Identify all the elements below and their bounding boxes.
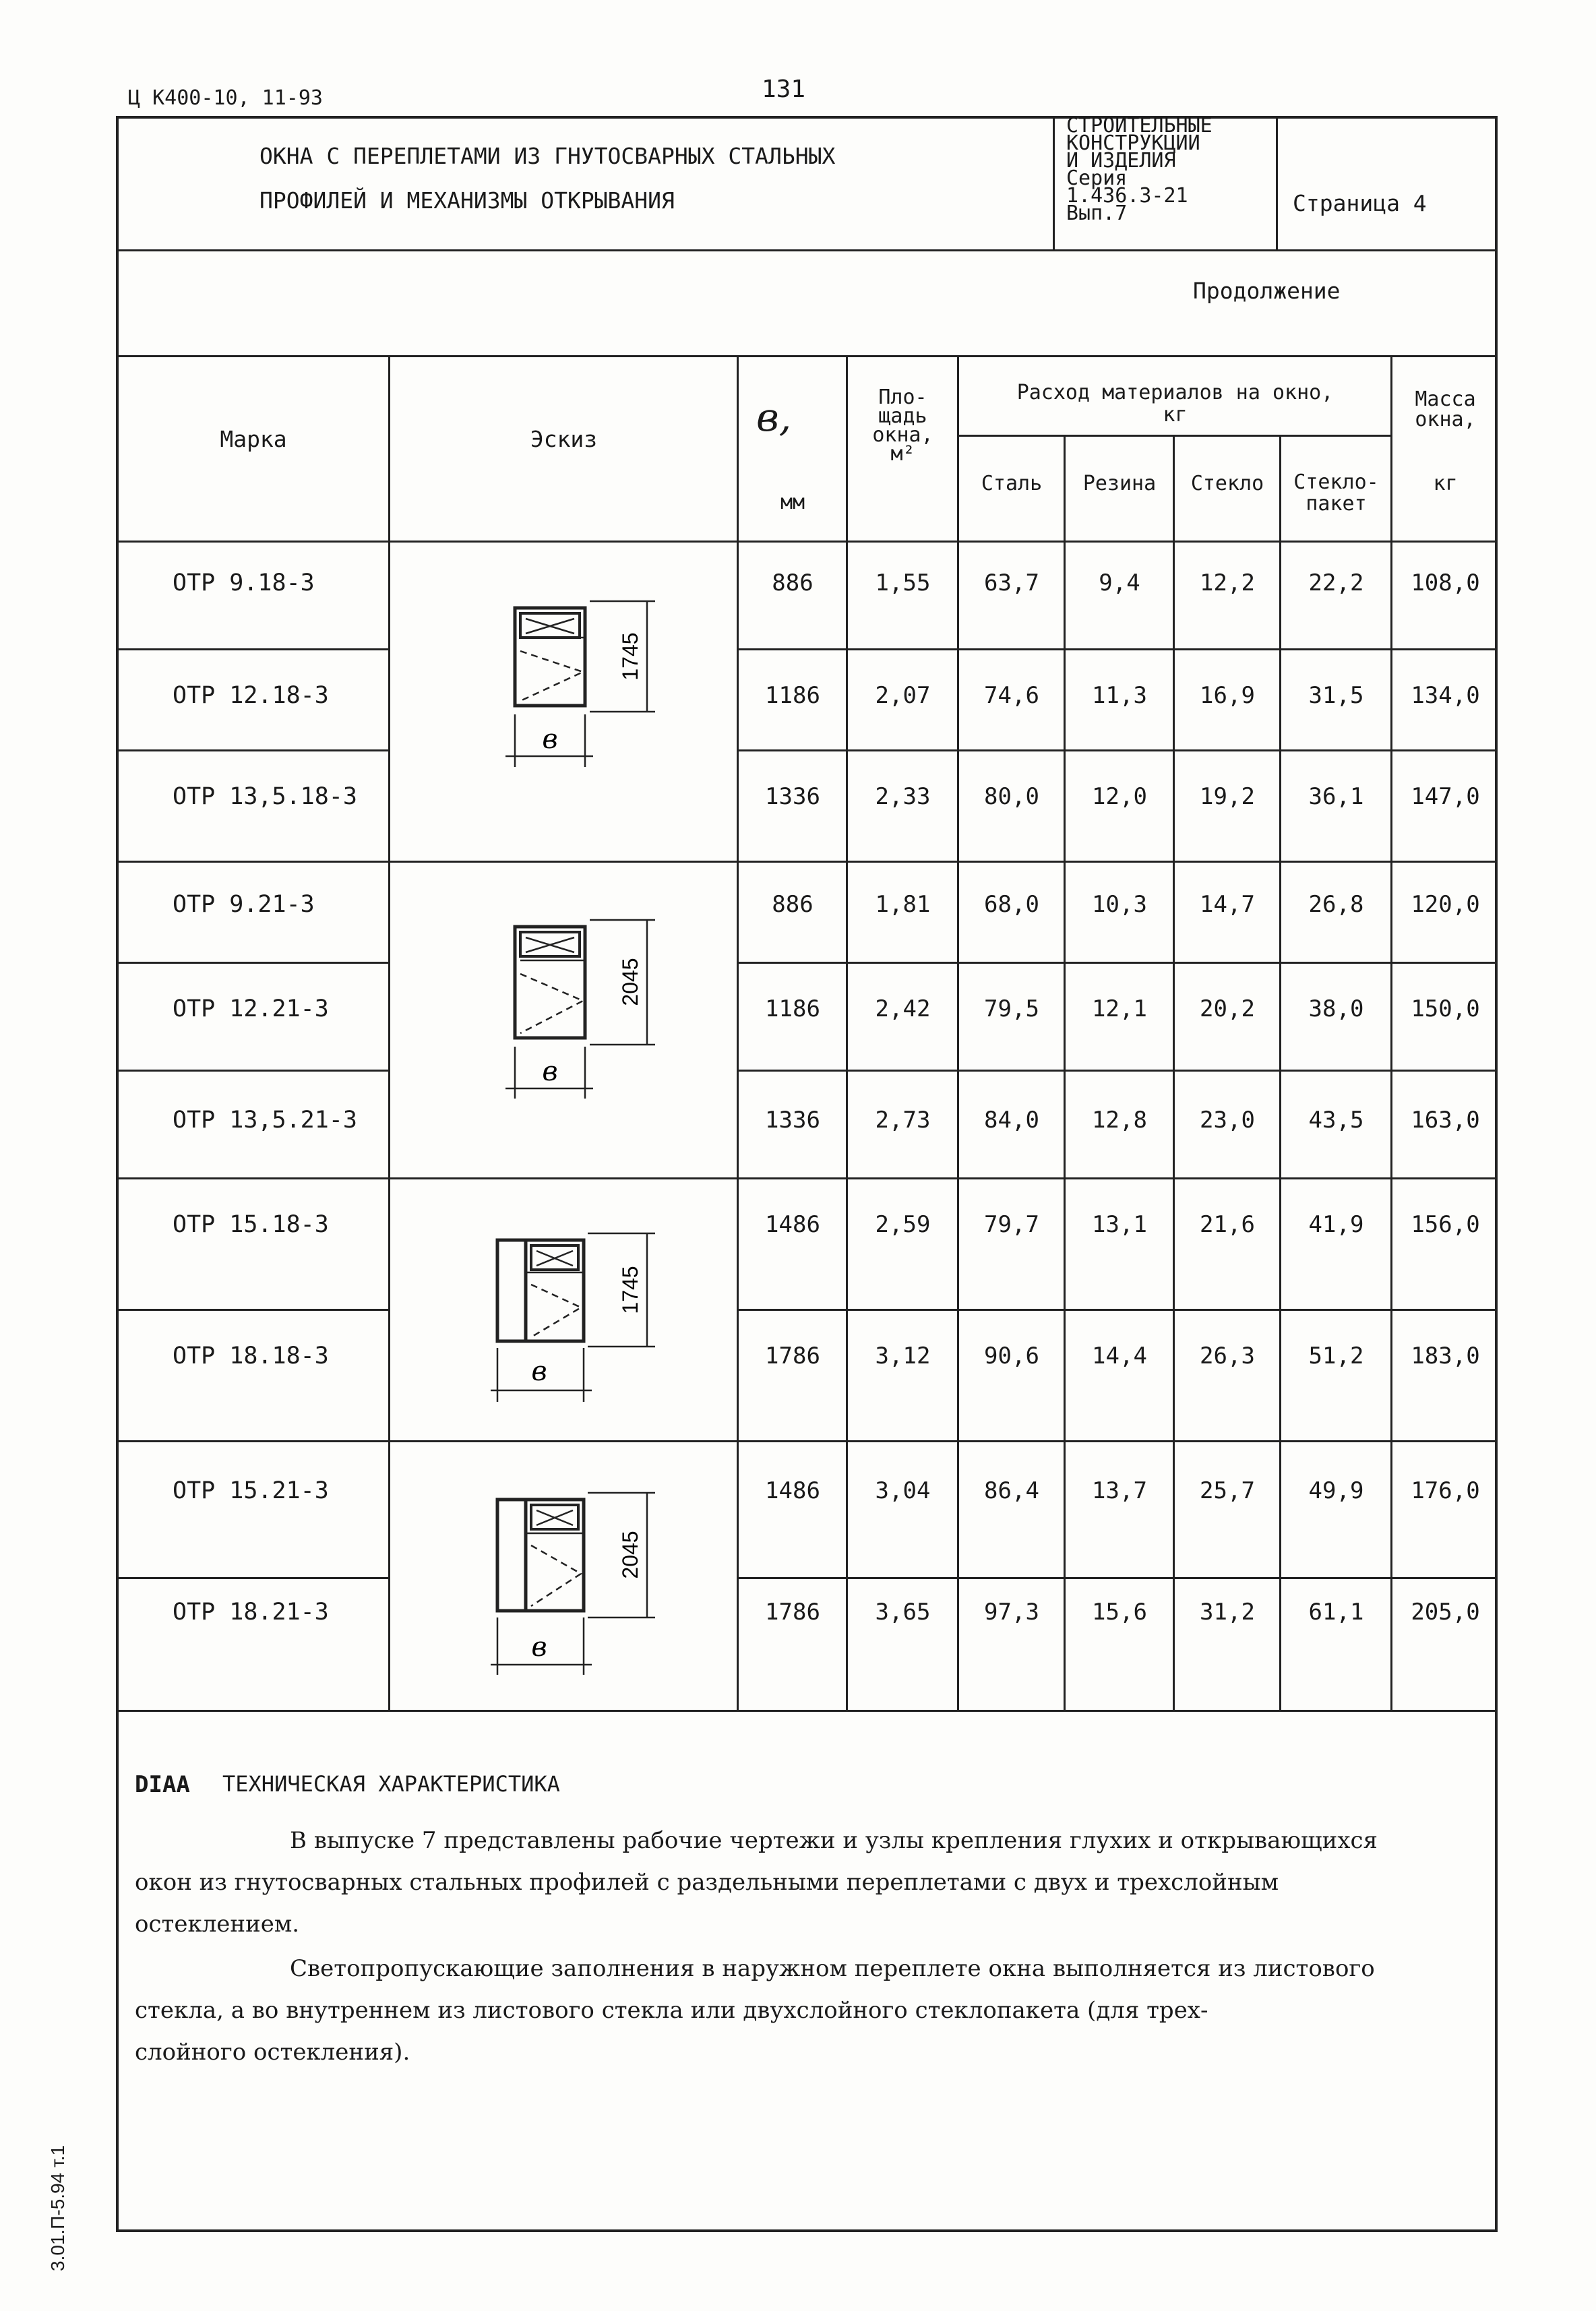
series-line: Вып.7 <box>1066 202 1128 225</box>
row-glass: 12,2 <box>1200 569 1255 596</box>
group-line <box>116 861 1498 863</box>
col-line <box>1173 435 1175 1710</box>
row-glass-unit: 61,1 <box>1308 1599 1364 1626</box>
sketch-opening-lines <box>531 1545 581 1606</box>
row-line <box>737 1070 1498 1072</box>
sketch-frame <box>497 1500 584 1611</box>
row-rubber: 12,0 <box>1092 783 1147 810</box>
row-b: 1186 <box>765 682 820 709</box>
title-block-sep-1 <box>1053 116 1055 249</box>
row-line <box>737 962 1498 964</box>
notes-paragraph-2 <box>135 1948 1415 2073</box>
col-line <box>957 355 959 1710</box>
sketch-vent-cross <box>520 619 585 638</box>
row-glass: 19,2 <box>1200 783 1255 810</box>
row-line <box>116 648 388 650</box>
row-area: 3,65 <box>875 1599 931 1626</box>
row-mass: 120,0 <box>1411 891 1480 918</box>
notes-line: Светопропускающие заполнения в наружном переплете окна выполняется из листового <box>290 1955 1375 1982</box>
row-mass: 205,0 <box>1411 1599 1480 1626</box>
row-area: 2,07 <box>875 682 931 709</box>
row-glass-unit: 26,8 <box>1308 891 1364 918</box>
notes-line: окон из гнутосварных стальных профилей с раздельными переплетами с двух и трехслойным <box>135 1869 1279 1896</box>
row-mass: 156,0 <box>1411 1211 1480 1238</box>
notes-heading: ТЕХНИЧЕСКАЯ ХАРАКТЕРИСТИКА <box>222 1771 560 1797</box>
row-line <box>116 749 388 751</box>
row-rubber: 13,1 <box>1092 1211 1147 1238</box>
row-steel: 80,0 <box>984 783 1039 810</box>
row-mark: ОТР 12.21-3 <box>173 995 329 1022</box>
notes-line: стекла, а во внутреннем из листового стекла или двухслойного стеклопакета (для трех- <box>135 1997 1208 2024</box>
row-mark: ОТР 12.18-3 <box>173 682 329 709</box>
row-b: 1786 <box>765 1343 820 1369</box>
header-bottom-line <box>116 541 1498 543</box>
row-steel: 97,3 <box>984 1599 1039 1626</box>
header-b-unit: мм <box>780 491 805 514</box>
row-mark: ОТР 13,5.21-3 <box>173 1107 357 1134</box>
row-area: 2,73 <box>875 1107 931 1134</box>
series-line: КОНСТРУКЦИИ <box>1066 131 1200 155</box>
row-mark: ОТР 13,5.18-3 <box>173 783 357 810</box>
table-top-line <box>116 355 1498 357</box>
row-mark: ОТР 18.21-3 <box>173 1599 329 1626</box>
sketch-height-label: 2045 <box>618 958 642 1006</box>
row-mass: 163,0 <box>1411 1107 1480 1134</box>
row-mass: 150,0 <box>1411 995 1480 1022</box>
header-mass-line: Масса <box>1415 388 1476 411</box>
notes-heading-prefix: DIAA <box>135 1771 190 1798</box>
row-steel: 84,0 <box>984 1107 1039 1134</box>
group-line <box>116 1177 1498 1179</box>
row-rubber: 14,4 <box>1092 1343 1147 1369</box>
row-b: 1186 <box>765 995 820 1022</box>
row-glass: 20,2 <box>1200 995 1255 1022</box>
row-glass-unit: 22,2 <box>1308 569 1364 596</box>
header-consumption-unit: кг <box>1163 403 1188 427</box>
row-glass-unit: 36,1 <box>1308 783 1364 810</box>
notes-line: В выпуске 7 представлены рабочие чертежи и узлы крепления глухих и открывающихся <box>290 1827 1378 1854</box>
header-glass-unit-line: Стекло- <box>1293 470 1379 494</box>
row-glass-unit: 51,2 <box>1308 1343 1364 1369</box>
sketch-frame <box>515 608 585 706</box>
row-mark: ОТР 15.21-3 <box>173 1477 329 1504</box>
row-rubber: 12,8 <box>1092 1107 1147 1134</box>
row-b: 1786 <box>765 1599 820 1626</box>
row-glass-unit: 41,9 <box>1308 1211 1364 1238</box>
col-line <box>1279 435 1281 1710</box>
side-stamp: 3.01.П-5.94 т.1 <box>47 2145 68 2271</box>
header-mass-line: окна, <box>1415 408 1476 431</box>
row-glass: 16,9 <box>1200 682 1255 709</box>
row-glass: 31,2 <box>1200 1599 1255 1626</box>
sketch-width-label: в <box>542 1056 558 1087</box>
row-glass: 14,7 <box>1200 891 1255 918</box>
row-glass: 25,7 <box>1200 1477 1255 1504</box>
header-consumption: Расход материалов на окно, <box>1016 381 1334 404</box>
row-mark: ОТР 9.18-3 <box>173 569 315 596</box>
sketch-frame <box>497 1240 584 1341</box>
row-b: 1486 <box>765 1477 820 1504</box>
header-mass <box>1393 390 1498 430</box>
row-b: 1486 <box>765 1211 820 1238</box>
sketch-height-label: 2045 <box>618 1531 642 1579</box>
row-rubber: 11,3 <box>1092 682 1147 709</box>
header-sketch: Эскиз <box>530 426 598 452</box>
series-line: Серия <box>1066 166 1128 190</box>
title-block-divider <box>116 249 1498 251</box>
col-line <box>388 355 390 1710</box>
header-mark: Марка <box>220 426 287 452</box>
col-line <box>1390 355 1392 1710</box>
row-glass-unit: 49,9 <box>1308 1477 1364 1504</box>
row-b: 1336 <box>765 783 820 810</box>
subheader-line <box>957 435 1390 437</box>
title-block-sep-2 <box>1276 116 1278 249</box>
window-sketch-3 <box>472 1219 674 1421</box>
notes-line: остеклением. <box>135 1911 300 1938</box>
row-glass: 26,3 <box>1200 1343 1255 1369</box>
row-mark: ОТР 9.21-3 <box>173 891 315 918</box>
col-line <box>1064 435 1066 1710</box>
window-sketch-2 <box>472 906 674 1122</box>
sketch-opening-lines <box>520 974 583 1033</box>
row-steel: 79,7 <box>984 1211 1039 1238</box>
row-b: 886 <box>772 891 814 918</box>
header-glass-unit-line: пакет <box>1306 492 1367 516</box>
row-area: 2,42 <box>875 995 931 1022</box>
series-line: И ИЗДЕЛИЯ <box>1066 149 1176 173</box>
header-b-symbol: в, <box>756 394 792 440</box>
notes-paragraph-1 <box>135 1820 1415 1945</box>
header-rubber: Резина <box>1082 472 1157 495</box>
row-b: 886 <box>772 569 814 596</box>
row-area: 1,81 <box>875 891 931 918</box>
sketch-opening-lines <box>520 651 583 701</box>
header-mass-unit: кг <box>1433 472 1458 495</box>
row-mass: 183,0 <box>1411 1343 1480 1369</box>
page-number: 131 <box>762 75 806 103</box>
row-steel: 68,0 <box>984 891 1039 918</box>
window-sketch-1 <box>472 586 674 789</box>
notes-line: слойного остекления). <box>135 2039 410 2066</box>
sketch-height-label: 1745 <box>618 1266 642 1314</box>
row-line <box>116 1070 388 1072</box>
series-line: СТРОИТЕЛЬНЫЕ <box>1066 114 1213 137</box>
row-mass: 108,0 <box>1411 569 1480 596</box>
row-rubber: 12,1 <box>1092 995 1147 1022</box>
sketch-opening-lines <box>531 1285 581 1337</box>
header-steel: Сталь <box>981 472 1043 495</box>
row-mass: 147,0 <box>1411 783 1480 810</box>
sketch-width-label: в <box>542 724 558 755</box>
continuation-label: Продолжение <box>1193 278 1341 304</box>
row-steel: 79,5 <box>984 995 1039 1022</box>
sketch-height-label: 1745 <box>618 632 642 681</box>
row-steel: 90,6 <box>984 1343 1039 1369</box>
row-glass: 21,6 <box>1200 1211 1255 1238</box>
col-line <box>737 355 739 1710</box>
window-sketch-4 <box>472 1479 674 1695</box>
table-bottom-line <box>116 1710 1498 1712</box>
row-line <box>737 1577 1498 1579</box>
row-rubber: 10,3 <box>1092 891 1147 918</box>
row-rubber: 13,7 <box>1092 1477 1147 1504</box>
row-glass: 23,0 <box>1200 1107 1255 1134</box>
header-area-line: м² <box>890 442 915 466</box>
document-code: Ц К400-10, 11-93 <box>128 86 323 110</box>
row-mark: ОТР 18.18-3 <box>173 1343 329 1369</box>
row-b: 1336 <box>765 1107 820 1134</box>
row-area: 2,59 <box>875 1211 931 1238</box>
col-line <box>846 355 848 1710</box>
header-area-line: щадь <box>878 404 927 428</box>
header-area-line: Пло- <box>878 386 927 409</box>
row-area: 3,04 <box>875 1477 931 1504</box>
row-mark: ОТР 15.18-3 <box>173 1211 329 1238</box>
document-title-line-2: ПРОФИЛЕЙ И МЕХАНИЗМЫ ОТКРЫВАНИЯ <box>259 187 675 214</box>
row-rubber: 9,4 <box>1099 569 1140 596</box>
row-steel: 86,4 <box>984 1477 1039 1504</box>
row-area: 1,55 <box>875 569 931 596</box>
row-mass: 176,0 <box>1411 1477 1480 1504</box>
row-area: 3,12 <box>875 1343 931 1369</box>
group-line <box>116 1440 1498 1442</box>
row-glass-unit: 38,0 <box>1308 995 1364 1022</box>
row-line <box>737 648 1498 650</box>
row-rubber: 15,6 <box>1092 1599 1147 1626</box>
row-line <box>116 1309 388 1311</box>
row-steel: 74,6 <box>984 682 1039 709</box>
sheet-page-label: Страница 4 <box>1293 190 1427 216</box>
row-line <box>116 962 388 964</box>
row-glass-unit: 43,5 <box>1308 1107 1364 1134</box>
series-block <box>1066 114 1213 225</box>
row-area: 2,33 <box>875 783 931 810</box>
row-line <box>116 1577 388 1579</box>
row-mass: 134,0 <box>1411 682 1480 709</box>
row-glass-unit: 31,5 <box>1308 682 1364 709</box>
document-title-line-1: ОКНА С ПЕРЕПЛЕТАМИ ИЗ ГНУТОСВАРНЫХ СТАЛЬНЫХ <box>259 143 836 169</box>
header-area <box>849 388 957 464</box>
header-glass-unit <box>1282 472 1390 515</box>
header-glass: Стекло <box>1190 472 1264 495</box>
row-line <box>737 1309 1498 1311</box>
row-line <box>737 749 1498 751</box>
header-area-line: окна, <box>872 423 933 447</box>
sketch-width-label: в <box>531 1356 547 1387</box>
row-steel: 63,7 <box>984 569 1039 596</box>
sketch-frame <box>515 927 585 1038</box>
series-line: 1.436.3-21 <box>1066 184 1188 208</box>
sketch-width-label: в <box>531 1632 547 1663</box>
